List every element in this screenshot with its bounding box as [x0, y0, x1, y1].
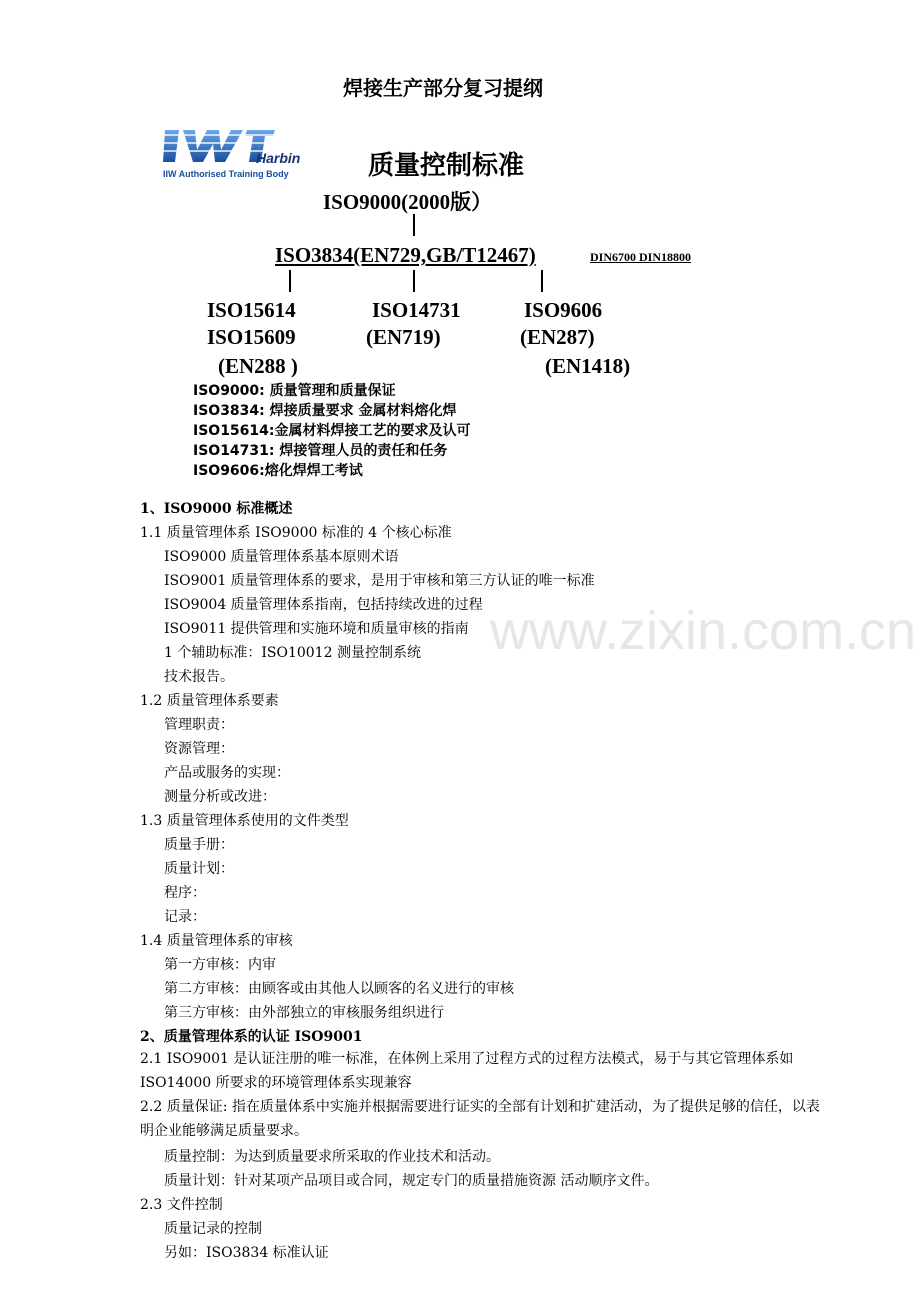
tree-c1-a: ISO15614	[207, 298, 296, 322]
logo-city: Harbin	[256, 150, 301, 166]
tree-c3-b: (EN287)	[520, 325, 595, 349]
tree-root: ISO9000(2000版）	[323, 190, 493, 214]
glossary-item: ISO3834: 焊接质量要求 金属材料熔化焊	[193, 403, 457, 419]
body-line: 质量计划：针对某项产品项目或合同，规定专门的质量措施资源 活动顺序文件。	[164, 1173, 659, 1189]
logo-subtitle: IIW Authorised Training Body	[163, 169, 289, 179]
body-line: ISO9011 提供管理和实施环境和质量审核的指南	[164, 621, 469, 637]
document-title: 焊接生产部分复习提纲	[343, 76, 543, 100]
body-paragraph: 2.1 ISO9001 是认证注册的唯一标准，在体例上采用了过程方式的过程方法模式，易于与其它管理体系如 ISO14000 所要求的环境管理体系实现兼容	[140, 1051, 794, 1091]
body-line: 质量计划：	[164, 861, 234, 877]
body-line: 资源管理：	[164, 741, 234, 757]
tree-c2-b: (EN719)	[366, 325, 441, 349]
tree-connector-2	[413, 270, 415, 292]
subsection-heading: 1.1 质量管理体系 ISO9000 标准的 4 个核心标准	[140, 525, 452, 541]
body-line: 质量手册：	[164, 837, 234, 853]
body-line: ISO9004 质量管理体系指南，包括持续改进的过程	[164, 597, 483, 613]
qc-standards-title: 质量控制标准	[368, 151, 525, 181]
iwi-logo-graphic	[163, 126, 313, 170]
tree-mid-extra: DIN6700 DIN18800	[590, 250, 692, 264]
body-line: 技术报告。	[164, 669, 234, 685]
glossary-item: ISO15614:金属材料焊接工艺的要求及认可	[193, 423, 471, 439]
tree-c1-c: (EN288 )	[218, 354, 298, 378]
body-line: 另如：ISO3834 标准认证	[164, 1245, 329, 1261]
glossary-item: ISO9000: 质量管理和质量保证	[193, 383, 396, 399]
body-line: 产品或服务的实现：	[164, 765, 290, 781]
body-line: 第三方审核：由外部独立的审核服务组织进行	[164, 1005, 444, 1021]
subsection-heading: 2.3 文件控制	[140, 1197, 223, 1213]
body-line: 测量分析或改进：	[164, 789, 276, 805]
body-line: 程序：	[164, 885, 206, 901]
body-line: 第二方审核：由顾客或由其他人以顾客的名义进行的审核	[164, 981, 514, 997]
body-line: 管理职责：	[164, 717, 234, 733]
tree-c2-a: ISO14731	[372, 298, 461, 322]
body-line: 1 个辅助标准：ISO10012 测量控制系统	[164, 645, 421, 661]
body-line: 记录：	[164, 909, 206, 925]
tree-connector-root	[413, 214, 415, 236]
subsection-heading: 1.2 质量管理体系要素	[140, 693, 279, 709]
body-paragraph: 2.2 质量保证: 指在质量体系中实施并根据需要进行证实的全部有计划和扩建活动，为了提供足够的信任，以表明企业能够满足质量要求。	[140, 1099, 820, 1139]
body-line: ISO9000 质量管理体系基本原则术语	[164, 549, 399, 565]
tree-mid: ISO3834(EN729,GB/T12467)	[275, 243, 536, 267]
tree-c3-a: ISO9606	[524, 298, 603, 322]
watermark: www.zixin.com.cn	[490, 601, 917, 661]
tree-c1-b: ISO15609	[207, 325, 296, 349]
section-heading: 2、质量管理体系的认证 ISO9001	[140, 1029, 363, 1045]
tree-c3-c: (EN1418)	[545, 354, 631, 378]
body-line: 第一方审核：内审	[164, 957, 276, 973]
body-line: 质量控制：为达到质量要求所采取的作业技术和活动。	[164, 1149, 500, 1165]
subsection-heading: 1.3 质量管理体系使用的文件类型	[140, 813, 349, 829]
body-line: 质量记录的控制	[164, 1221, 262, 1237]
subsection-heading: 1.4 质量管理体系的审核	[140, 933, 293, 949]
glossary-item: ISO14731: 焊接管理人员的责任和任务	[193, 443, 448, 459]
section-heading: 1、ISO9000 标准概述	[140, 501, 293, 517]
body-line: ISO9001 质量管理体系的要求，是用于审核和第三方认证的唯一标准	[164, 573, 595, 589]
glossary-item: ISO9606:熔化焊焊工考试	[193, 463, 363, 479]
tree-connector-3	[541, 270, 543, 292]
tree-connector-1	[289, 270, 291, 292]
